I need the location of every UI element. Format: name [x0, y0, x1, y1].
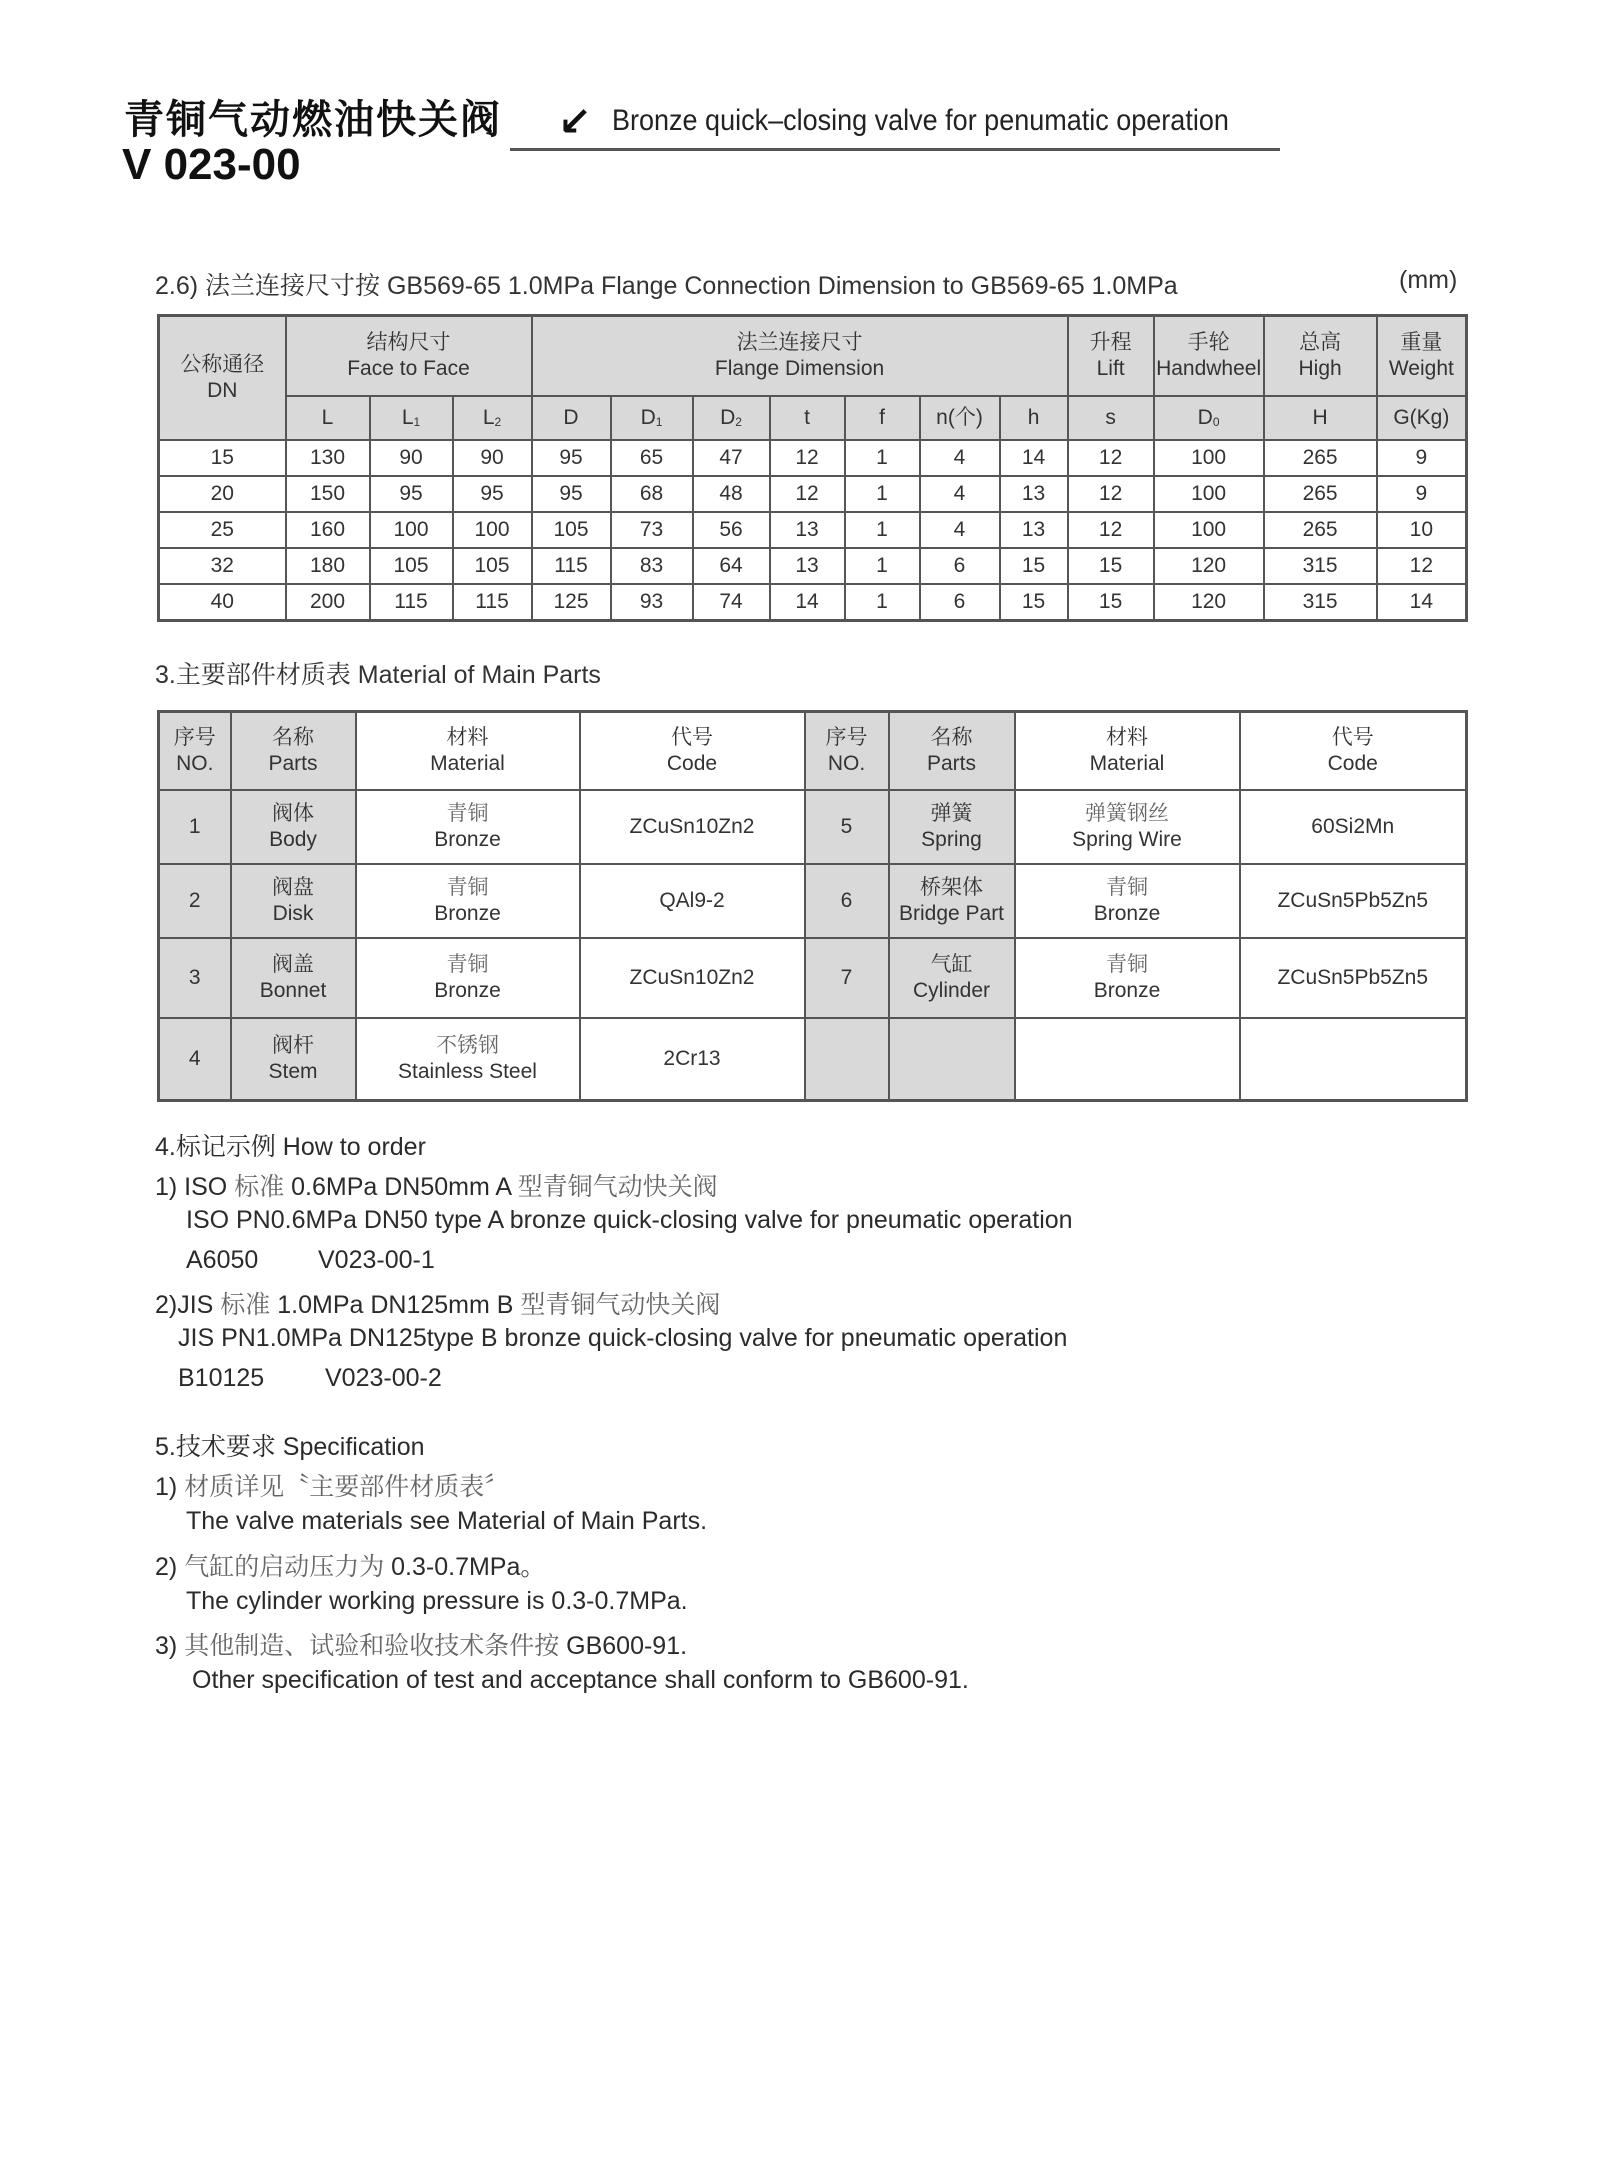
- table-cell: 4: [159, 1018, 231, 1101]
- table-cell: 13: [1000, 476, 1068, 512]
- table-cell: 100: [1154, 476, 1264, 512]
- table-cell: 12: [1068, 512, 1154, 548]
- table-cell: QAl9-2: [580, 864, 805, 938]
- table-cell: 15: [159, 440, 286, 476]
- table-cell: 桥架体 Bridge Part: [889, 864, 1015, 938]
- table-row: [159, 440, 1467, 476]
- table-cell: 6: [805, 864, 889, 938]
- table-cell: 弹簧钢丝 Spring Wire: [1015, 790, 1240, 864]
- table-cell: 5: [805, 790, 889, 864]
- table-row: [159, 938, 1467, 1018]
- col-t: t: [770, 396, 845, 440]
- order-item-1-code: A6050: [186, 1246, 259, 1274]
- table-cell: ZCuSn5Pb5Zn5: [1240, 864, 1467, 938]
- dimension-heading: 2.6) 法兰连接尺寸按 GB569-65 1.0MPa Flange Connection Dimension to GB569-65 1.0MPa: [155, 272, 1178, 300]
- order-item-2-cn: 2)JIS 标准 1.0MPa DN125mm B 型青铜气动快关阀: [155, 1291, 721, 1319]
- table-cell: 阀盘 Disk: [231, 864, 356, 938]
- table-cell: 15: [1068, 584, 1154, 621]
- table-cell: 74: [693, 584, 770, 621]
- table-cell: 青铜 Bronze: [356, 790, 580, 864]
- table-cell: 90: [370, 440, 453, 476]
- table-cell: [889, 1018, 1015, 1101]
- table-cell: 47: [693, 440, 770, 476]
- table-cell: 13: [770, 548, 845, 584]
- order-item-2-model: V023-00-2: [325, 1364, 442, 1392]
- col-L1: $L_1$: [370, 396, 453, 440]
- table-cell: [1015, 1018, 1240, 1101]
- table-cell: 100: [1154, 440, 1264, 476]
- table-cell: 10: [1377, 512, 1467, 548]
- table-cell: 73: [611, 512, 693, 548]
- header-handwheel: 手轮 Handwheel: [1154, 316, 1264, 397]
- table-cell: 90: [453, 440, 532, 476]
- header-high: 总高 High: [1264, 316, 1377, 397]
- table-row: [159, 864, 1467, 938]
- table-cell: 青铜 Bronze: [356, 864, 580, 938]
- table-cell: 115: [453, 584, 532, 621]
- table-cell: 青铜 Bronze: [356, 938, 580, 1018]
- col-D: D: [532, 396, 611, 440]
- table-cell: 阀盖 Bonnet: [231, 938, 356, 1018]
- table-cell: 1: [845, 512, 920, 548]
- table-cell: 115: [370, 584, 453, 621]
- header-code: 代号 Code: [580, 712, 805, 791]
- table-cell: 160: [286, 512, 370, 548]
- table-cell: 1: [845, 440, 920, 476]
- spec-item-1-en: The valve materials see Material of Main Parts.: [186, 1507, 708, 1535]
- unit-label: (mm): [1399, 266, 1458, 294]
- table-cell: 115: [532, 548, 611, 584]
- table-cell: 9: [1377, 440, 1467, 476]
- header-dn: 公称通径 DN: [159, 316, 286, 441]
- table-row: [159, 790, 1467, 864]
- spec-item-2-cn: 2) 气缸的启动压力为 0.3-0.7MPa。: [155, 1553, 546, 1581]
- table-cell: 2Cr13: [580, 1018, 805, 1101]
- col-f: f: [845, 396, 920, 440]
- table-cell: 265: [1264, 476, 1377, 512]
- table-cell: 12: [1377, 548, 1467, 584]
- table-cell: 6: [920, 584, 1000, 621]
- header-flange-dimension: 法兰连接尺寸 Flange Dimension: [532, 316, 1068, 397]
- table-cell: 4: [920, 476, 1000, 512]
- table-cell: 1: [845, 476, 920, 512]
- header-parts-right: 名称 Parts: [889, 712, 1015, 791]
- table-cell: ZCuSn10Zn2: [580, 790, 805, 864]
- table-cell: 150: [286, 476, 370, 512]
- spec-heading: 5.技术要求 Specification: [155, 1433, 425, 1461]
- table-cell: 7: [805, 938, 889, 1018]
- table-cell: 1: [159, 790, 231, 864]
- table-cell: 105: [453, 548, 532, 584]
- table-cell: 14: [1377, 584, 1467, 621]
- table-row: [159, 584, 1467, 621]
- subtitle-en: Bronze quick–closing valve for penumatic operation: [612, 104, 1229, 137]
- col-G: G(Kg): [1377, 396, 1467, 440]
- header-no: 序号 NO.: [159, 712, 231, 791]
- col-D2: $D_2$: [693, 396, 770, 440]
- order-item-1-cn: 1) ISO 标准 0.6MPa DN50mm A 型青铜气动快关阀: [155, 1173, 718, 1201]
- table-cell: 40: [159, 584, 286, 621]
- col-H: H: [1264, 396, 1377, 440]
- table-cell: 315: [1264, 584, 1377, 621]
- spec-item-1-cn: 1) 材质详见〝主要部件材质表〞: [155, 1473, 510, 1501]
- header-lift: 升程 Lift: [1068, 316, 1154, 397]
- table-cell: 125: [532, 584, 611, 621]
- table-cell: 4: [920, 512, 1000, 548]
- table-cell: [805, 1018, 889, 1101]
- col-D0: $D_0$: [1154, 396, 1264, 440]
- table-cell: 阀杆 Stem: [231, 1018, 356, 1101]
- col-s: s: [1068, 396, 1154, 440]
- header-parts: 名称 Parts: [231, 712, 356, 791]
- table-cell: 25: [159, 512, 286, 548]
- table-cell: 68: [611, 476, 693, 512]
- order-item-2-code: B10125: [178, 1364, 265, 1392]
- table-cell: 120: [1154, 548, 1264, 584]
- table-cell: 6: [920, 548, 1000, 584]
- table-row: [159, 1018, 1467, 1101]
- table-cell: 弹簧 Spring: [889, 790, 1015, 864]
- table-cell: [1240, 1018, 1467, 1101]
- col-L: L: [286, 396, 370, 440]
- order-heading: 4.标记示例 How to order: [155, 1133, 426, 1161]
- table-row: [159, 548, 1467, 584]
- table-cell: 56: [693, 512, 770, 548]
- table-cell: 阀体 Body: [231, 790, 356, 864]
- table-cell: 48: [693, 476, 770, 512]
- page-title-cn: 青铜气动燃油快关阀: [124, 98, 502, 142]
- table-cell: 15: [1000, 548, 1068, 584]
- table-cell: 13: [770, 512, 845, 548]
- col-h: h: [1000, 396, 1068, 440]
- table-cell: 95: [453, 476, 532, 512]
- table-cell: 32: [159, 548, 286, 584]
- table-cell: 64: [693, 548, 770, 584]
- col-n: n(个): [920, 396, 1000, 440]
- table-cell: ZCuSn5Pb5Zn5: [1240, 938, 1467, 1018]
- table-cell: 100: [453, 512, 532, 548]
- table-cell: 14: [1000, 440, 1068, 476]
- table-cell: 95: [532, 476, 611, 512]
- table-cell: 1: [845, 584, 920, 621]
- model-code: V 023-00: [122, 140, 301, 189]
- header-weight: 重量 Weight: [1377, 316, 1467, 397]
- header-no-right: 序号 NO.: [805, 712, 889, 791]
- table-cell: 12: [770, 440, 845, 476]
- spec-item-2-en: The cylinder working pressure is 0.3-0.7MPa.: [186, 1587, 688, 1615]
- table-cell: 青铜 Bronze: [1015, 938, 1240, 1018]
- table-cell: 20: [159, 476, 286, 512]
- table-cell: 95: [532, 440, 611, 476]
- table-cell: 9: [1377, 476, 1467, 512]
- table-cell: 100: [370, 512, 453, 548]
- order-item-2-en: JIS PN1.0MPa DN125type B bronze quick-closing valve for pneumatic operation: [178, 1324, 1068, 1352]
- table-cell: 265: [1264, 440, 1377, 476]
- table-cell: 12: [1068, 440, 1154, 476]
- table-cell: 265: [1264, 512, 1377, 548]
- spec-item-3-cn: 3) 其他制造、试验和验收技术条件按 GB600-91.: [155, 1632, 688, 1660]
- table-cell: 315: [1264, 548, 1377, 584]
- table-cell: 60Si2Mn: [1240, 790, 1467, 864]
- order-item-1-en: ISO PN0.6MPa DN50 type A bronze quick-closing valve for pneumatic operation: [186, 1206, 1073, 1234]
- table-cell: 4: [920, 440, 1000, 476]
- table-cell: 83: [611, 548, 693, 584]
- table-cell: 105: [532, 512, 611, 548]
- table-cell: 12: [770, 476, 845, 512]
- materials-heading: 3.主要部件材质表 Material of Main Parts: [155, 661, 601, 689]
- table-cell: 65: [611, 440, 693, 476]
- dimension-table: [157, 314, 1468, 622]
- order-item-1-model: V023-00-1: [318, 1246, 435, 1274]
- materials-table: [157, 710, 1468, 1102]
- table-cell: 13: [1000, 512, 1068, 548]
- table-cell: 93: [611, 584, 693, 621]
- table-cell: 1: [845, 548, 920, 584]
- table-cell: 130: [286, 440, 370, 476]
- table-cell: 180: [286, 548, 370, 584]
- table-row: [159, 476, 1467, 512]
- table-cell: 3: [159, 938, 231, 1018]
- header-material: 材料 Material: [356, 712, 580, 791]
- subtitle-bar: [510, 98, 1280, 151]
- table-cell: 120: [1154, 584, 1264, 621]
- table-cell: 气缸 Cylinder: [889, 938, 1015, 1018]
- col-D1: $D_1$: [611, 396, 693, 440]
- table-cell: 不锈钢 Stainless Steel: [356, 1018, 580, 1101]
- table-cell: 200: [286, 584, 370, 621]
- arrow-down-left-icon: ↙: [558, 100, 592, 144]
- table-cell: 95: [370, 476, 453, 512]
- header-face-to-face: 结构尺寸 Face to Face: [286, 316, 532, 397]
- table-cell: 12: [1068, 476, 1154, 512]
- table-cell: 青铜 Bronze: [1015, 864, 1240, 938]
- table-cell: 14: [770, 584, 845, 621]
- header-code-right: 代号 Code: [1240, 712, 1467, 791]
- table-cell: 2: [159, 864, 231, 938]
- table-cell: 105: [370, 548, 453, 584]
- table-cell: 15: [1068, 548, 1154, 584]
- table-cell: 100: [1154, 512, 1264, 548]
- table-cell: ZCuSn10Zn2: [580, 938, 805, 1018]
- header-material-right: 材料 Material: [1015, 712, 1240, 791]
- table-row: [159, 512, 1467, 548]
- spec-item-3-en: Other specification of test and acceptance shall conform to GB600-91.: [192, 1666, 969, 1694]
- table-cell: 15: [1000, 584, 1068, 621]
- col-L2: $L_2$: [453, 396, 532, 440]
